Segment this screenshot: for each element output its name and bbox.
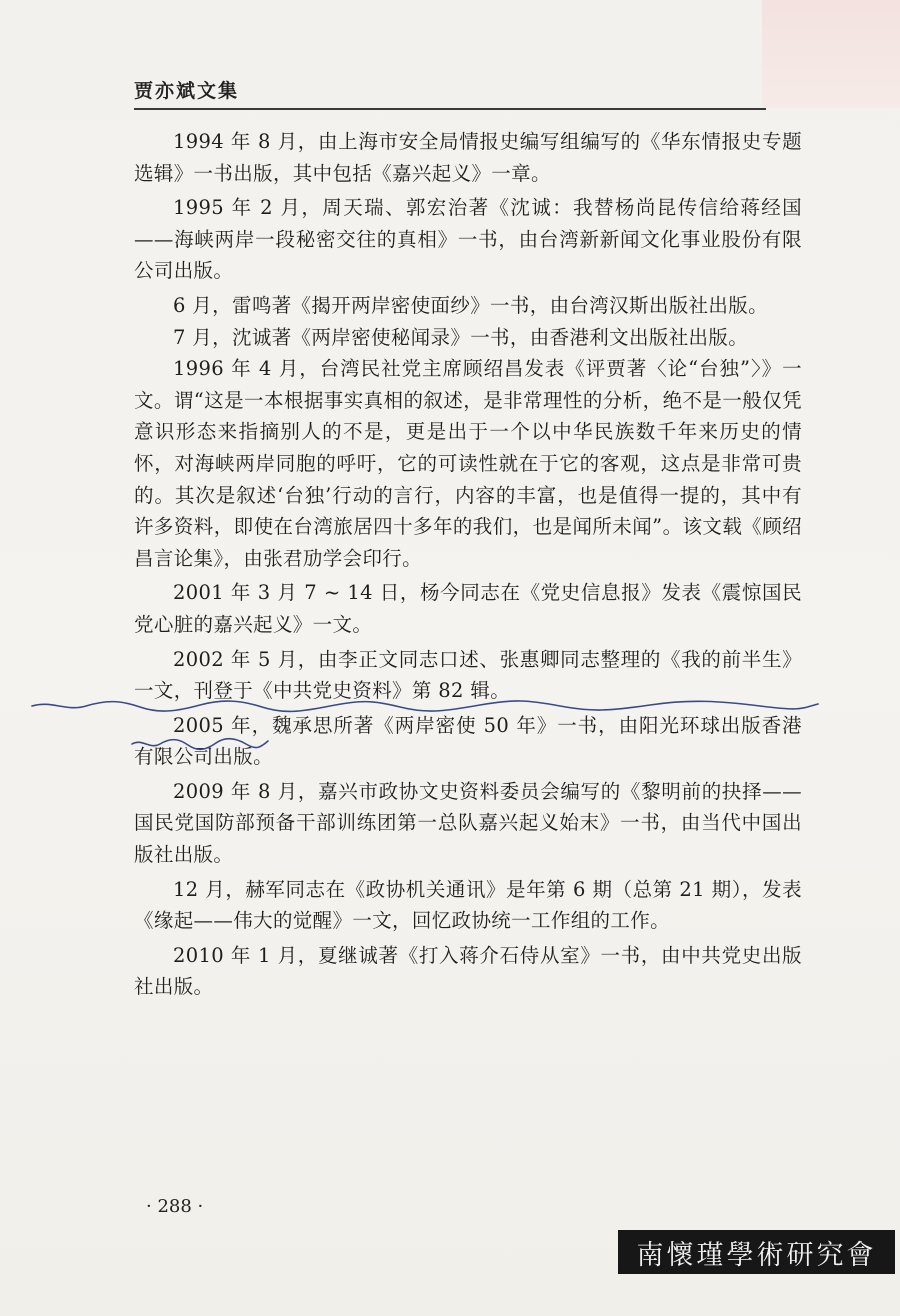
paragraph-1995: 1995 年 2 月，周天瑞、郭宏治著《沈诚：我替杨尚昆传信给蒋经国——海峡两岸一段秘密交往的真相》一书，由台湾新新闻文化事业股份有限公司出版。 <box>134 196 802 283</box>
header-rule <box>134 108 766 110</box>
paragraph-2009-december: 12 月，赫军同志在《政协机关通讯》是年第 6 期（总第 21 期），发表《缘起——伟大的觉醒》一文，回忆政协统一工作组的工作。 <box>134 877 802 933</box>
paragraph-2001: 2001 年 3 月 7 ~ 14 日，杨今同志在《党史信息报》发表《震惊国民党心脏的嘉兴起义》一文。 <box>134 581 802 636</box>
paragraph-1995-june: 6 月，雷鸣著《揭开两岸密使面纱》一书，由台湾汉斯出版社出版。 <box>173 293 768 317</box>
paragraph-1994: 1994 年 8 月，由上海市安全局情报史编写组编写的《华东情报史专题选辑》一书出版，其中包括《嘉兴起义》一章。 <box>134 130 802 185</box>
running-head-title: 贾亦斌文集 <box>134 80 240 102</box>
body-text <box>134 126 802 1003</box>
paragraph-1995-july: 7 月，沈诚著《两岸密使秘闻录》一书，由香港利文出版社出版。 <box>173 325 749 349</box>
paragraph-2005: 2005 年，魏承思所著《两岸密使 50 年》一书，由阳光环球出版香港有限公司出版。 <box>134 713 802 769</box>
paragraph-2010: 2010 年 1 月，夏继诚著《打入蒋介石侍从室》一书，由中共党史出版社出版。 <box>134 943 802 999</box>
paragraph-2002: 2002 年 5 月，由李正文同志口述、张惠卿同志整理的《我的前半生》一文，刊登于《中共党史资料》第 82 辑。 <box>134 647 802 703</box>
corner-tab-mark <box>762 0 900 108</box>
page-number: · 288 · <box>146 1196 204 1217</box>
library-stamp: 南懷瑾學術研究會 <box>618 1230 895 1274</box>
paragraph-1996: 1996 年 4 月，台湾民社党主席顾绍昌发表《评贾著〈论“台独”〉》一文。谓“这是一本根据事实真相的叙述，是非常理性的分析，绝不是一般仅凭意识形态来指摘别人的不是，更是出于一个以中华民族数千年来历史的情怀，对海峡两岸同胞的呼吁，它的可读性就在于它的客观，这点是非常可贵的。其次是叙述‘台独’行动的言行，内容的丰富，也是值得一提的，其中有许多资料，即使在台湾旅居四十多年的我们，也是闻所未闻”。该文载《顾绍昌言论集》，由张君劢学会印行。 <box>134 357 802 570</box>
paragraph-2009: 2009 年 8 月，嘉兴市政协文史资料委员会编写的《黎明前的抉择——国民党国防部预备干部训练团第一总队嘉兴起义始末》一书，由当代中国出版社出版。 <box>134 779 802 867</box>
